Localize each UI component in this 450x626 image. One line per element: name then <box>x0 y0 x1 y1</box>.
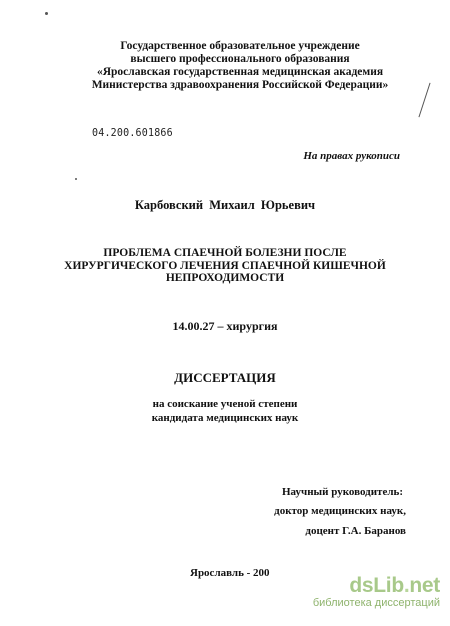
degree-line-2: кандидата медицинских наук <box>151 411 299 424</box>
header-line-3: «Ярославская государственная медицинская академия <box>96 66 384 78</box>
title-line-3: НЕПРОХОДИМОСТИ <box>165 272 285 284</box>
dissertation-title <box>0 247 450 285</box>
specialty-code: 14.00.27 – хирургия <box>172 319 278 333</box>
degree-description <box>0 398 450 425</box>
supervisor-name: доцент Г.А. Баранов <box>305 525 406 537</box>
watermark-subtitle: библиотека диссертаций <box>312 597 440 609</box>
header-line-1: Государственное образовательное учреждение <box>120 40 360 52</box>
watermark-logo-main: dsLib <box>349 574 404 597</box>
supervisor-title: доктор медицинских наук, <box>274 505 406 517</box>
watermark-logo-dot: . <box>403 574 410 597</box>
title-line-1: ПРОБЛЕМА СПАЕЧНОЙ БОЛЕЗНИ ПОСЛЕ <box>103 247 347 259</box>
watermark-logo-tld: net <box>409 574 440 597</box>
registration-stamp: 04.200.601866 <box>92 127 173 140</box>
institution-header <box>0 40 450 92</box>
watermark-logo <box>260 575 440 597</box>
document-type: ДИССЕРТАЦИЯ <box>174 370 276 385</box>
rights-note: На правах рукописи <box>303 150 400 162</box>
site-watermark <box>260 575 440 609</box>
header-line-2: высшего профессионального образования <box>130 53 350 65</box>
supervisor-label: Научный руководитель: <box>282 486 403 498</box>
author-name: Карбовский Михаил Юрьевич <box>134 198 316 212</box>
scan-mark-dot <box>45 12 48 15</box>
header-line-4: Министерства здравоохранения Российской Федерации» <box>91 79 389 91</box>
degree-line-1: на соискание ученой степени <box>152 398 298 410</box>
city-year: Ярославль - 200 <box>190 567 270 579</box>
title-line-2: ХИРУРГИЧЕСКОГО ЛЕЧЕНИЯ СПАЕЧНОЙ КИШЕЧНОЙ <box>64 259 386 272</box>
scan-mark-dot <box>75 178 77 180</box>
